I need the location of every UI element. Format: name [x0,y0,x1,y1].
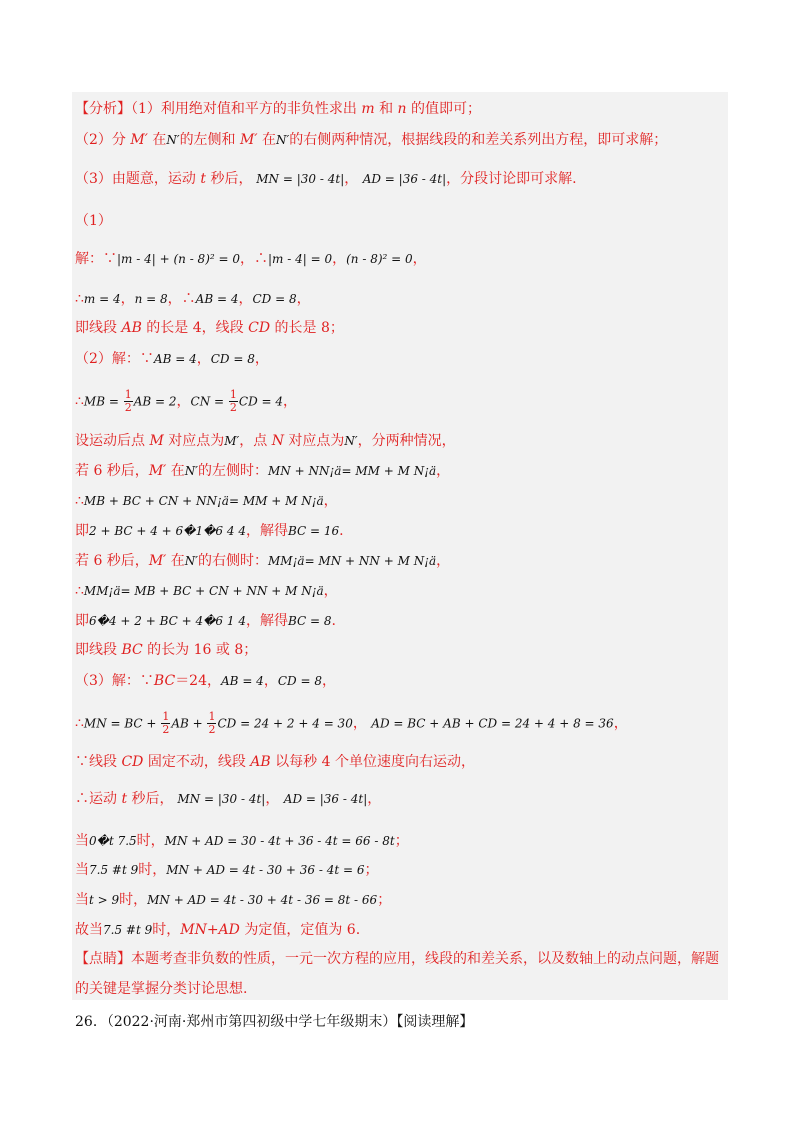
solution-line [75,921,360,939]
solution-line [75,492,338,510]
text-segment: 若 6 秒后， [75,463,149,479]
text-segment: ， [283,393,298,410]
fraction [161,711,170,736]
text-segment: ， [436,553,451,569]
math-expression: MN + AD = 4t - 30 + 4t - 36 = 8t - 66 [147,893,378,907]
text-segment: （2）解：∵ [75,351,154,367]
text-segment: ∵线段 [75,754,122,770]
text-segment: 的长是 4，线段 [141,320,249,336]
math-expression: CD = 8 [277,674,322,688]
math-expression: N′ [275,133,290,147]
text-segment: ， [367,791,382,807]
text-segment: ， [296,291,311,307]
text-segment: CD [248,320,271,336]
text-segment: 即线段 [75,642,122,658]
solution-line [75,250,427,268]
solution-line [75,552,450,570]
text-segment: 即 [75,523,89,539]
fraction [229,389,238,414]
text-segment: 【分析】 [75,101,131,117]
math-expression: MM¡ä= MB + BC + CN + NN + M N¡ä [83,584,324,598]
math-expression: N′ [344,434,358,448]
solution-line [75,462,450,480]
math-expression: AB = 4 [221,674,264,688]
text-segment: （2）分 [75,132,131,148]
solution-line [75,290,311,308]
text-segment: 当 [75,833,89,849]
text-segment: 时， [136,833,165,849]
text-segment: ， [323,493,338,509]
math-expression: AB = 2 [133,394,177,409]
fraction [124,389,133,414]
text-segment: 故当 [75,922,103,938]
math-expression: 0�t 7.5 [89,834,137,848]
text-segment: ， [120,291,135,307]
math-expression: AD = BC + AB + CD = 24 + 4 + 8 = 36 [371,716,614,731]
text-segment: ， [613,715,628,732]
math-expression: BC = 16 [287,524,340,538]
math-expression: CD = 8 [210,352,255,366]
text-segment: ，点 [239,433,272,449]
text-segment: （3）由题意，运动 [75,171,201,187]
text-segment: BC [153,673,176,689]
solution-line [75,100,481,118]
text-segment: 本题考查非负数的性质，一元一次方程的应用，线段的和差关系，以及数轴上的动点问题，解题 [131,951,719,967]
text-segment: ， [238,291,253,307]
math-expression: m = 4 [83,292,121,306]
text-segment: ，分两种情况， [357,433,456,449]
fraction [207,711,216,736]
text-segment: ∴ [75,583,84,599]
math-expression: t > 9 [89,893,120,907]
text-segment: 的左侧时： [198,463,269,479]
fraction-numerator: 1 [124,388,132,401]
math-expression: BC = 8 [287,614,332,628]
text-segment: t [200,171,206,187]
text-segment: ， [254,351,269,367]
solution-line [75,861,379,879]
math-expression: MN = BC + [83,716,161,731]
math-expression: CD = 8 [252,292,297,306]
fraction-numerator: 1 [162,710,170,723]
text-segment: 为定值，定值为 6. [239,922,361,938]
math-expression: AB = 4 [153,352,197,366]
text-segment: （1） [75,213,112,229]
text-segment: ， [176,393,191,410]
solution-line [75,950,719,968]
text-segment: 即线段 [75,320,122,336]
text-segment: ； [364,862,379,878]
math-expression: CD = 4 [238,394,284,409]
fraction-numerator: 1 [229,388,237,401]
fraction-denominator: 2 [208,723,216,736]
text-segment: 秒后， [127,791,174,807]
math-expression: N′ [184,554,199,568]
text-segment: 固定不动，线段 [143,754,251,770]
text-segment: 的长是 8； [270,320,344,336]
fraction-numerator: 1 [208,710,216,723]
text-segment: ， [412,251,427,267]
text-segment: ， [321,673,336,689]
solution-line [75,832,409,850]
text-segment: 在 [166,463,185,479]
text-segment: ， [332,251,347,267]
text-segment: BC [121,642,143,658]
text-segment: ，∴ [167,291,196,307]
math-expression: 7.5 #t 9 [89,863,139,877]
solution-line [75,319,344,337]
text-segment: （3）解：∵ [75,673,154,689]
math-expression: MN = |30 - 4t| [173,792,266,806]
solution-line [75,350,269,368]
text-segment: CD [121,754,144,770]
next-question-header: 26．（2022·河南·郑州市第四初级中学七年级期末）【阅读理解】 [75,1014,474,1030]
math-expression: n = 8 [134,292,168,306]
text-segment: （1）利用绝对值和平方的非负性求出 [131,101,362,117]
text-segment: AB [121,320,142,336]
fraction-denominator: 2 [124,401,132,414]
text-segment: ，解得 [245,523,288,539]
solution-line [75,641,257,659]
text-segment: M′ [148,553,167,569]
math-expression: M′ [224,434,240,448]
text-segment: ，解得 [245,613,288,629]
solution-line [75,753,475,771]
text-segment: 秒后， [206,171,253,187]
text-segment: 的左侧和 [179,132,241,148]
math-expression: N′ [166,133,180,147]
solution-line [75,582,338,600]
math-expression: CN = [190,394,228,409]
fraction-denominator: 2 [162,723,170,736]
text-segment: 当 [75,862,89,878]
math-expression: MB + BC + CN + NN¡ä= MM + M N¡ä [83,494,324,508]
solution-line [75,790,381,808]
math-expression: 7.5 #t 9 [103,923,153,937]
math-expression: N′ [184,464,199,478]
text-segment: ， [436,463,451,479]
text-segment: ，∴ [240,251,269,267]
text-segment: . [331,613,336,629]
solution-line [75,389,297,414]
solution-line [75,672,336,690]
text-segment: ； [377,892,392,908]
text-segment: 若 6 秒后， [75,553,149,569]
text-segment: ， [265,791,284,807]
solution-line [75,711,628,736]
text-segment: ∴ [75,291,84,307]
text-segment: 时， [152,922,181,938]
math-expression: AD = |36 - 4t| [283,792,368,806]
text-segment: AB [250,754,271,770]
text-segment: 即 [75,613,89,629]
text-segment: 【点睛】 [75,951,131,967]
text-segment: ∴运动 [75,791,122,807]
text-segment: 时， [138,862,167,878]
text-segment: 在 [166,553,185,569]
math-expression: |m - 4| = 0 [268,252,333,266]
math-expression: MM¡ä= MN + NN + M N¡ä [268,554,437,568]
text-segment: 在 [147,132,167,148]
text-segment: 当 [75,892,89,908]
text-segment: 对应点为 [283,433,345,449]
text-segment: 的右侧两种情况，根据线段的和差关系列出方程，即可求解； [289,132,668,148]
math-expression: CD = 24 + 2 + 4 = 30 [217,716,353,731]
text-segment: ， [323,583,338,599]
solution-line [75,170,577,188]
text-segment: ； [394,833,409,849]
text-segment: ∴ [75,715,84,732]
text-segment: . [339,523,344,539]
text-segment: 以每秒 4 个单位速度向右运动， [270,754,475,770]
math-expression: MB = [83,394,123,409]
math-expression: (n - 8)² = 0 [346,252,413,266]
text-segment: 解：∵ [75,251,117,267]
solution-line [75,432,456,450]
text-segment: ， [263,673,278,689]
math-expression: MN + AD = 4t - 30 + 36 - 4t = 6 [166,863,365,877]
text-segment: 的右侧时： [198,553,269,569]
text-segment: N [271,433,284,449]
text-segment: 时， [119,892,148,908]
solution-line [75,612,336,630]
solution-line [75,522,344,540]
text-segment: 和 [374,101,398,117]
text-segment: MN+AD [180,922,240,938]
text-segment: ∴ [75,493,84,509]
math-expression: AB = 4 [195,292,239,306]
text-segment: 在 [257,132,276,148]
text-segment: ＝24， [175,673,222,689]
text-segment: m [361,101,375,117]
math-expression: MN = |30 - 4t| [252,172,345,186]
text-segment: 对应点为 [163,433,225,449]
text-segment: n [397,101,407,117]
math-expression: |m - 4| + (n - 8)² = 0 [117,252,241,266]
text-segment: M′ [148,463,167,479]
text-segment: 的关键是掌握分类讨论思想. [75,981,248,997]
solution-line [75,131,667,149]
text-segment: ， [344,171,363,187]
text-segment: 的值即可； [406,101,482,117]
math-expression: AD = |36 - 4t| [362,172,447,186]
text-segment: M′ [240,132,258,148]
solution-line [75,212,112,230]
math-expression: MN + NN¡ä= MM + M N¡ä [268,464,437,478]
text-segment: 的长为 16 或 8； [142,642,258,658]
math-expression: 6�4 + 2 + BC + 4�6 1 4 [89,614,246,628]
text-segment: ，分段讨论即可求解. [446,171,577,187]
text-segment: t [121,791,128,807]
solution-line [75,891,391,909]
solution-line [75,980,247,998]
math-expression: 2 + BC + 4 + 6�1�6 4 4 [89,524,246,538]
text-segment: ， [196,351,211,367]
fraction-denominator: 2 [229,401,237,414]
math-expression: AB + [171,716,207,731]
text-segment: 设运动后点 [75,433,150,449]
text-segment: ∴ [75,393,84,410]
text-segment: M′ [130,132,148,148]
text-segment: ， [352,715,372,732]
math-expression: MN + AD = 30 - 4t + 36 - 4t = 66 - 8t [164,834,395,848]
text-segment: M [149,433,164,449]
